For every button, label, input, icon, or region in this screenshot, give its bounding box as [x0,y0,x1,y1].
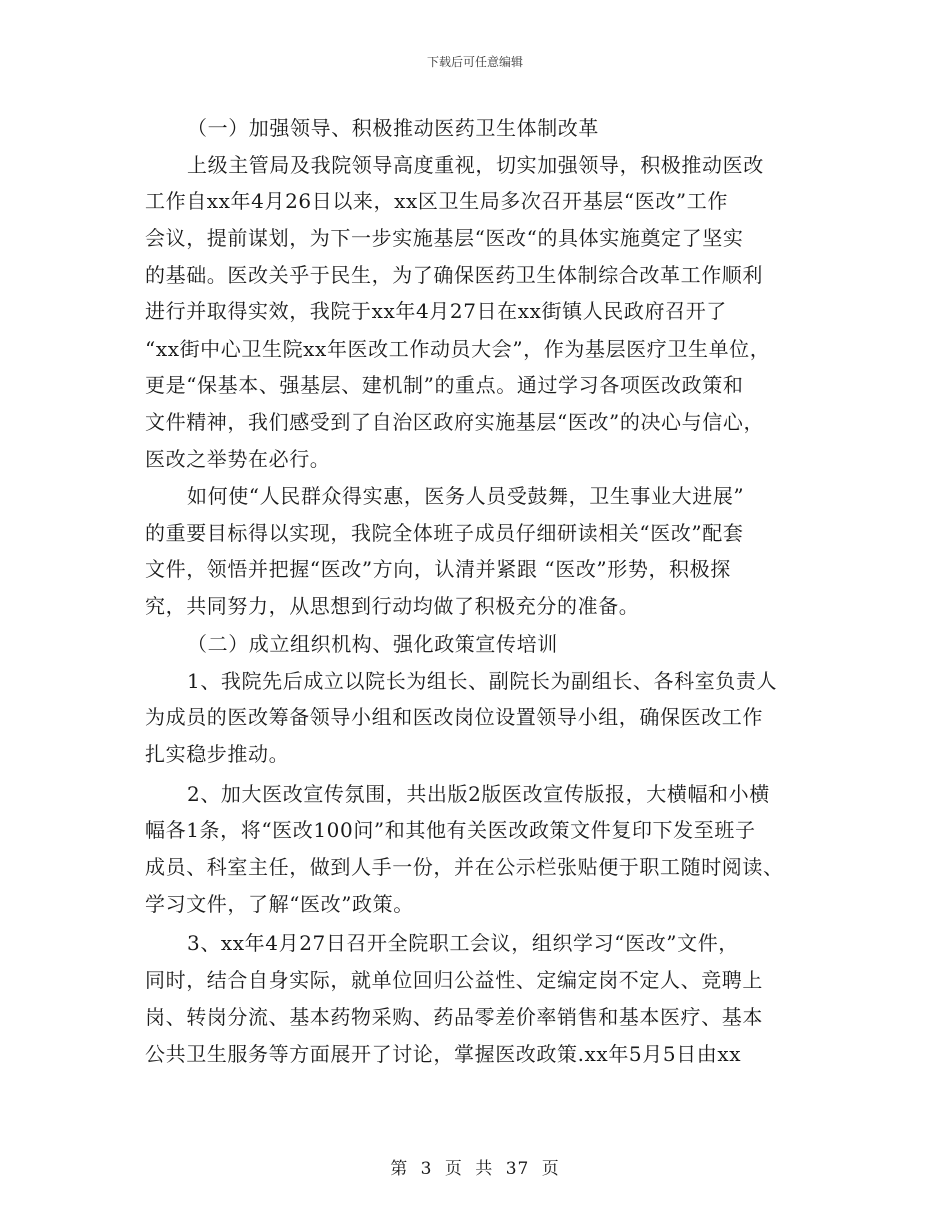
section-heading-2: （二）成立组织机构、强化政策宣传培训 [187,632,558,656]
section-heading-1: （一）加强领导、积极推动医药卫生体制改革 [187,116,599,140]
page-number: 第 3 页 共 37 页 [390,1159,560,1179]
paragraph-line: 学习文件，了解“医改”政策。 [145,892,414,916]
paragraph-line: 2、加大医改宣传氛围，共出版2版医改宣传版报，大横幅和小横 [187,782,770,806]
paragraph-line: 会议，提前谋划，为下一步实施基层“医改“的具体实施奠定了坚实 [145,226,744,250]
paragraph-line: 更是“保基本、强基层、建机制”的重点。通过学习各项医改政策和 [145,373,744,397]
paragraph-line: “xx街中心卫生院xx年医改工作动员大会”，作为基层医疗卫生单位， [145,337,771,361]
paragraph-line: 公共卫生服务等方面展开了讨论，掌握医改政策.xx年5月5日由xx [145,1042,742,1066]
paragraph-line: 同时，结合自身实际，就单位回归公益性、定编定岗不定人、竞聘上 [145,968,763,992]
paragraph-line: 幅各1条，将“医改100问”和其他有关医改政策文件复印下发至班子 [145,818,756,842]
paragraph-line: 岗、转岗分流、基本药物采购、药品零差价率销售和基本医疗、基本 [145,1005,763,1029]
paragraph-line: 的重要目标得以实现，我院全体班子成员仔细研读相关“医改”配套 [145,521,744,545]
paragraph-line: 文件，领悟并把握“医改”方向，认清并紧跟 “医改”形势，积极探 [145,557,731,581]
paragraph-line: 进行并取得实效，我院于xx年4月27日在xx街镇人民政府召开了 [145,299,727,323]
paragraph-line: 3、xx年4月27日召开全院职工会议，组织学习“医改”文件， [187,931,739,955]
paragraph-line: 如何使“人民群众得实惠，医务人员受鼓舞，卫生事业大进展” [187,484,745,508]
paragraph-line: 工作自xx年4月26日以来，xx区卫生局多次召开基层“医改”工作 [145,189,728,213]
paragraph-line: 医改之举势在必行。 [145,447,331,471]
page-header: 下载后可任意编辑 [426,55,523,69]
paragraph-line: 究，共同努力，从思想到行动均做了积极充分的准备。 [145,594,640,618]
paragraph-line: 的基础。医改关乎于民生，为了确保医药卫生体制综合改革工作顺利 [145,263,763,287]
paragraph-line: 成员、科室主任，做到人手一份，并在公示栏张贴便于职工随时阅读、 [145,855,784,879]
paragraph-line: 上级主管局及我院领导高度重视，切实加强领导，积极推动医改 [187,153,764,177]
paragraph-line: 1、我院先后成立以院长为组长、副院长为副组长、各科室负责人 [187,669,778,693]
paragraph-line: 文件精神，我们感受到了自治区政府实施基层“医改”的决心与信心， [145,410,765,434]
paragraph-line: 扎实稳步推动。 [145,742,290,766]
paragraph-line: 为成员的医改筹备领导小组和医改岗位设置领导小组，确保医改工作 [145,705,763,729]
